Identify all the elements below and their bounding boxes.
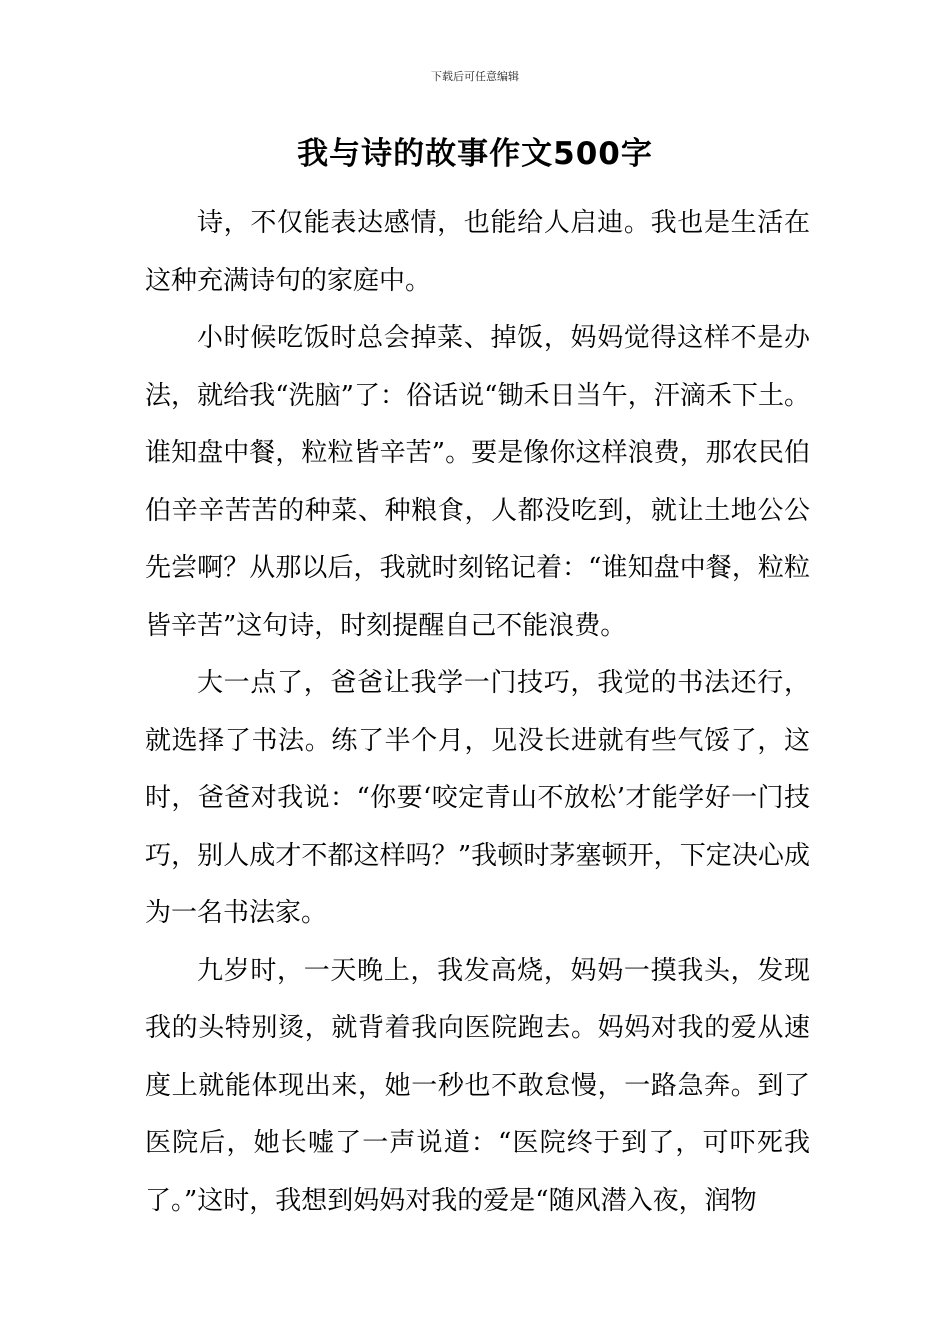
paragraph-4: 九岁时，一天晚上，我发高烧，妈妈一摸我头，发现我的头特别烫，就背着我向医院跑去。妈妈对我的爱从速度上就能体现出来，她一秒也不敢怠慢，一路急奔。到了医院后，她长嘘了一声说道：“医院终于到了，可吓死我了。”这时，我想到妈妈对我的爱是“随风潜入夜，润物 [145,955,810,1216]
paragraph-2: 小时候吃饭时总会掉菜、掉饭，妈妈觉得这样不是办法，就给我“洗脑”了：俗话说“锄禾日当午，汗滴禾下土。谁知盘中餐，粒粒皆辛苦”。要是像你这样浪费，那农民伯伯辛辛苦苦的种菜、种粮食，人都没吃到，就让土地公公先尝啊？从那以后，我就时刻铭记着：“谁知盘中餐，粒粒皆辛苦”这句诗，时刻提醒自己不能浪费。 [145,323,810,641]
paragraph-1: 诗，不仅能表达感情，也能给人启迪。我也是生活在这种充满诗句的家庭中。 [145,208,810,296]
page-title: 我与诗的故事作文500字 [297,136,653,172]
header-note: 下载后可任意编辑 [431,70,519,83]
paragraph-3: 大一点了，爸爸让我学一门技巧，我觉的书法还行，就选择了书法。练了半个月，见没长进就有些气馁了，这时，爸爸对我说：“你要‘咬定青山不放松’才能学好一门技巧，别人成才不都这样吗？”我顿时茅塞顿开，下定决心成为一名书法家。 [145,668,810,928]
article-body [145,195,810,1230]
